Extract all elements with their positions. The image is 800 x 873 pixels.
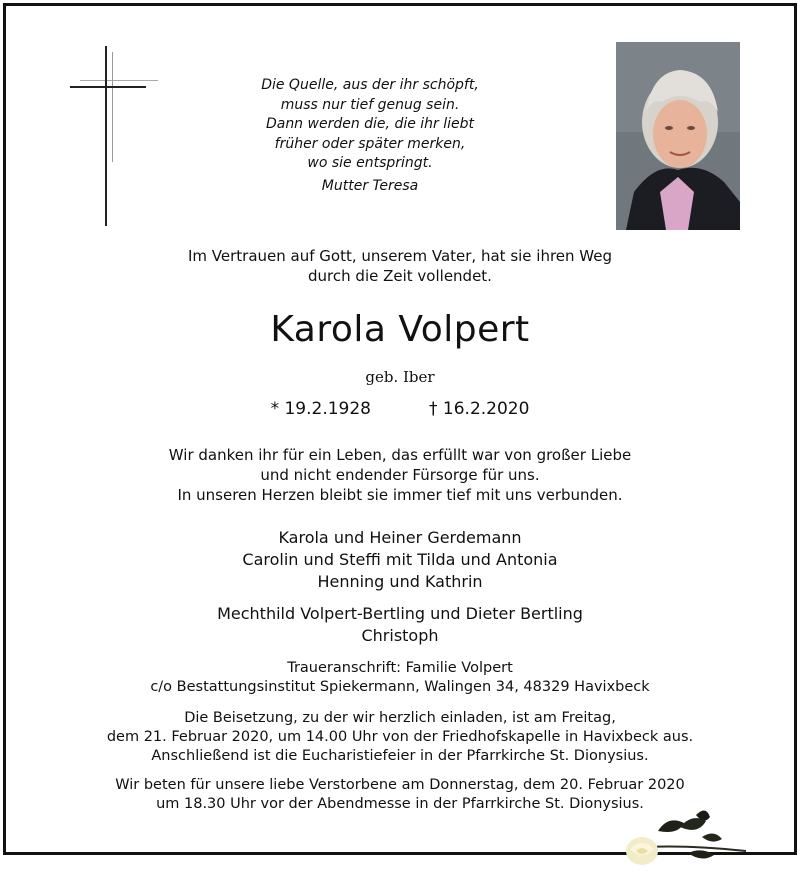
birth-name: geb. Iber bbox=[365, 368, 435, 386]
quote-line: Die Quelle, aus der ihr schöpft, bbox=[261, 77, 479, 93]
mass-line: Wir beten für unsere liebe Verstorbene am Donnerstag, dem 20. Februar 2020 bbox=[115, 777, 685, 793]
intro-text bbox=[0, 246, 800, 286]
thanks-text bbox=[0, 445, 800, 505]
quote-line: muss nur tief genug sein. bbox=[280, 96, 460, 113]
deceased-name: Karola Volpert bbox=[270, 309, 530, 350]
life-dates bbox=[0, 398, 800, 420]
mourners-group-2 bbox=[0, 603, 800, 647]
death-date: † 16.2.2020 bbox=[429, 399, 530, 419]
portrait-photo bbox=[616, 42, 740, 230]
birth-date: * 19.2.1928 bbox=[270, 399, 371, 419]
quote-line: wo sie entspringt. bbox=[307, 155, 433, 171]
mourner-line: Mechthild Volpert-Bertling und Dieter Bertling bbox=[217, 604, 583, 623]
quote-line: früher oder später merken, bbox=[274, 135, 466, 152]
mourner-line: Karola und Heiner Gerdemann bbox=[278, 528, 522, 547]
funeral-line: Die Beisetzung, zu der wir herzlich einladen, ist am Freitag, bbox=[184, 710, 616, 726]
thanks-line: In unseren Herzen bleibt sie immer tief mit uns verbunden. bbox=[177, 486, 623, 504]
funeral-line: Anschließend ist die Eucharistiefeier in der Pfarrkirche St. Dionysius. bbox=[151, 748, 649, 764]
quote-block bbox=[245, 76, 495, 196]
funeral-details bbox=[0, 709, 800, 766]
quote-author: Mutter Teresa bbox=[321, 177, 419, 194]
rose-icon bbox=[618, 807, 748, 871]
thanks-line: und nicht endender Fürsorge für uns. bbox=[260, 466, 540, 484]
mourner-line: Christoph bbox=[361, 626, 439, 645]
intro-line: durch die Zeit vollendet. bbox=[308, 267, 492, 285]
thanks-line: Wir danken ihr für ein Leben, das erfüllt war von großer Liebe bbox=[168, 446, 632, 464]
mourners-group-1 bbox=[0, 527, 800, 593]
mourner-line: Carolin und Steffi mit Tilda und Antonia bbox=[242, 550, 558, 569]
portrait-photo-graphic bbox=[616, 42, 740, 230]
address-line: Traueranschrift: Familie Volpert bbox=[287, 660, 513, 676]
intro-line: Im Vertrauen auf Gott, unserem Vater, hat sie ihren Weg bbox=[187, 247, 613, 265]
quote-line: Dann werden die, die ihr liebt bbox=[265, 116, 475, 132]
address-line: c/o Bestattungsinstitut Spiekermann, Walingen 34, 48329 Havixbeck bbox=[150, 679, 650, 695]
mourning-address bbox=[0, 659, 800, 697]
mass-line: um 18.30 Uhr vor der Abendmesse in der Pfarrkirche St. Dionysius. bbox=[156, 796, 644, 812]
funeral-line: dem 21. Februar 2020, um 14.00 Uhr von der Friedhofskapelle in Havixbeck aus. bbox=[106, 729, 694, 745]
mourner-line: Henning und Kathrin bbox=[317, 572, 483, 591]
